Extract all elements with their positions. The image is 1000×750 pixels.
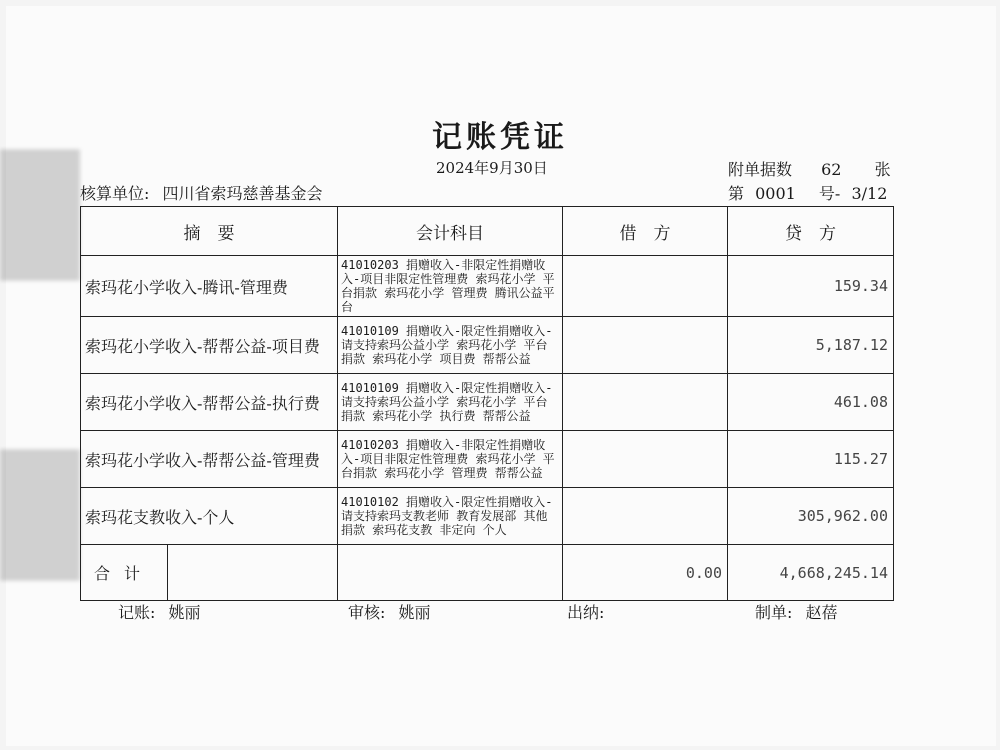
row-subject: 41010203 捐赠收入-非限定性捐赠收入-项目非限定性管理费 索玛花小学 平台捐款 索玛花小学 管理费 帮帮公益 xyxy=(338,431,563,488)
row-subject: 41010102 捐赠收入-限定性捐赠收入-请支持索玛支教老师 教育发展部 其他捐款 索玛花支教 非定向 个人 xyxy=(338,488,563,545)
row-summary: 索玛花支教收入-个人 xyxy=(81,488,338,545)
row-summary: 索玛花小学收入-腾讯-管理费 xyxy=(81,256,338,317)
total-row xyxy=(81,545,894,601)
table-row xyxy=(81,431,894,488)
attachment-count xyxy=(728,157,891,180)
row-summary: 索玛花小学收入-帮帮公益-管理费 xyxy=(81,431,338,488)
attachment-label: 附单据数 xyxy=(728,160,793,179)
voucher-suffix: 号- xyxy=(818,184,841,203)
scan-smudge-bottom xyxy=(0,450,80,580)
header-debit: 借 方 xyxy=(563,207,728,256)
row-debit xyxy=(563,431,728,488)
unit-name: 四川省索玛慈善基金会 xyxy=(162,184,323,203)
total-debit: 0.00 xyxy=(563,545,728,601)
preparer-signature xyxy=(755,600,838,623)
voucher-page: 3/12 xyxy=(851,184,888,203)
voucher-table xyxy=(80,206,894,601)
reviewer-signature xyxy=(348,600,431,623)
row-debit xyxy=(563,256,728,317)
bookkeeper-name: 姚丽 xyxy=(168,603,201,622)
voucher-title: 记账凭证 xyxy=(432,120,568,155)
row-subject: 41010203 捐赠收入-非限定性捐赠收入-项目非限定性管理费 索玛花小学 平台捐款 索玛花小学 管理费 腾讯公益平台 xyxy=(338,256,563,317)
table-row xyxy=(81,374,894,431)
header-subject: 会计科目 xyxy=(338,207,563,256)
total-credit: 4,668,245.14 xyxy=(728,545,894,601)
total-subject-blank xyxy=(338,545,563,601)
row-subject: 41010109 捐赠收入-限定性捐赠收入-请支持索玛公益小学 索玛花小学 平台捐款 索玛花小学 执行费 帮帮公益 xyxy=(338,374,563,431)
row-debit xyxy=(563,317,728,374)
attachment-number: 62 xyxy=(821,160,842,179)
row-summary: 索玛花小学收入-帮帮公益-项目费 xyxy=(81,317,338,374)
cashier-label: 出纳: xyxy=(567,603,605,622)
header-summary: 摘 要 xyxy=(81,207,338,256)
cashier-signature xyxy=(567,600,612,623)
voucher-number xyxy=(728,181,887,204)
bookkeeper-signature xyxy=(118,600,201,623)
preparer-label: 制单: xyxy=(755,603,793,622)
voucher-prefix: 第 xyxy=(728,184,745,203)
unit-label: 核算单位: xyxy=(80,184,150,203)
table-row xyxy=(81,256,894,317)
total-label: 合计 xyxy=(81,545,168,601)
row-debit xyxy=(563,374,728,431)
header-credit: 贷 方 xyxy=(728,207,894,256)
total-blank xyxy=(168,545,338,601)
row-credit: 461.08 xyxy=(728,374,894,431)
scan-smudge-top xyxy=(0,150,80,280)
row-subject: 41010109 捐赠收入-限定性捐赠收入-请支持索玛公益小学 索玛花小学 平台捐款 索玛花小学 项目费 帮帮公益 xyxy=(338,317,563,374)
bookkeeper-label: 记账: xyxy=(118,603,156,622)
row-credit: 115.27 xyxy=(728,431,894,488)
row-summary: 索玛花小学收入-帮帮公益-执行费 xyxy=(81,374,338,431)
row-credit: 5,187.12 xyxy=(728,317,894,374)
row-credit: 159.34 xyxy=(728,256,894,317)
table-row xyxy=(81,317,894,374)
row-credit: 305,962.00 xyxy=(728,488,894,545)
table-header-row xyxy=(81,207,894,256)
voucher-date: 2024年9月30日 xyxy=(436,159,548,177)
reviewer-name: 姚丽 xyxy=(398,603,431,622)
attachment-unit: 张 xyxy=(874,160,891,179)
preparer-name: 赵蓓 xyxy=(805,603,838,622)
voucher-num: 0001 xyxy=(755,184,796,203)
table-row xyxy=(81,488,894,545)
accounting-unit xyxy=(80,181,323,204)
row-debit xyxy=(563,488,728,545)
reviewer-label: 审核: xyxy=(348,603,386,622)
